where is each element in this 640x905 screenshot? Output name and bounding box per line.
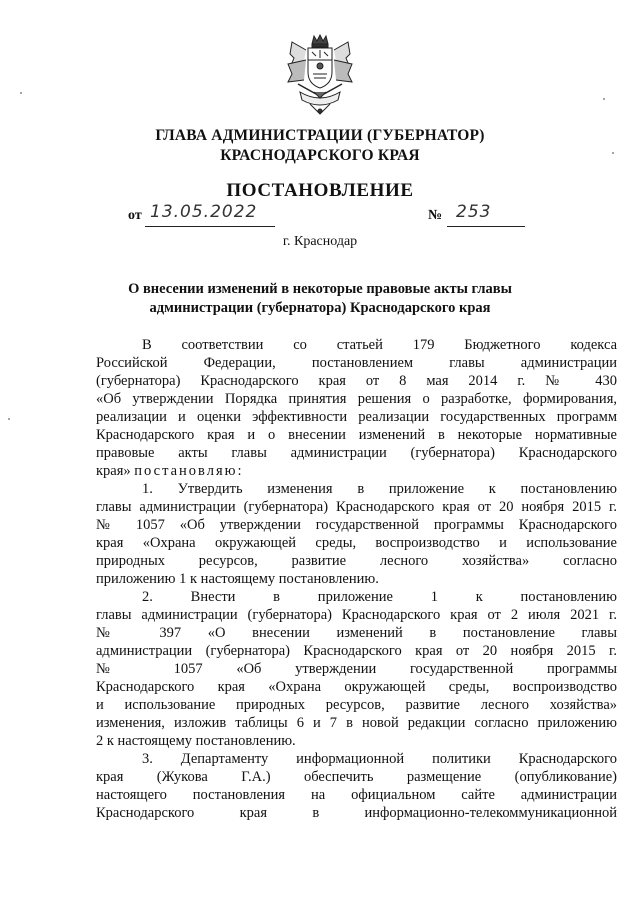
body-line: природных ресурсов, развитие лесного хозяйства» согласно — [96, 553, 617, 569]
body-line: реализации и оценки эффективности реализации государственных программ — [96, 409, 617, 425]
body-line: края «Охрана окружающей среды, воспроизводство и использование — [96, 535, 617, 551]
subject-line1: О внесении изменений в некоторые правовые акты главы — [128, 281, 512, 297]
coat-of-arms-emblem — [286, 34, 354, 116]
body-line: (губернатора) Краснодарского края от 8 мая 2014 г. № 430 — [96, 373, 617, 389]
scan-speck — [8, 418, 10, 420]
number-prefix: № — [428, 208, 443, 223]
document-type: ПОСТАНОВЛЕНИЕ — [226, 180, 414, 201]
body-line: 3. Департаменту информационной политики Краснодарского — [142, 751, 617, 767]
city-line: г. Краснодар — [282, 234, 358, 249]
body-line: 2. Внести в приложение 1 к постановлению — [142, 589, 617, 605]
body-line: Краснодарского края «Охрана окружающей среды, воспроизводство — [96, 679, 617, 695]
scan-speck — [603, 98, 605, 100]
body-line: главы администрации (губернатора) Краснодарского края от 2 июля 2021 г. — [96, 607, 617, 623]
body-line: № 1057 «Об утверждении государственной программы — [96, 661, 617, 677]
body-line: края (Жукова Г.А.) обеспечить размещение (опубликование) — [96, 769, 617, 785]
body-line: В соответствии со статьей 179 Бюджетного кодекса — [142, 337, 617, 353]
handwritten-number: 253 — [456, 202, 492, 222]
issuer-title-line2: КРАСНОДАРСКОГО КРАЯ — [220, 147, 420, 164]
body-line: 2 к настоящему постановлению. — [96, 733, 296, 749]
body-line: № 1057 «Об утверждении государственной программы Краснодарского — [96, 517, 617, 533]
body-line: 1. Утвердить изменения в приложение к постановлению — [142, 481, 617, 497]
body-line: Краснодарского края и о внесении изменений в некоторые нормативные — [96, 427, 617, 443]
body-line: и использование природных ресурсов, развитие лесного хозяйства» — [96, 697, 617, 713]
body-line: главы администрации (губернатора) Краснодарского края от 20 ноября 2015 г. — [96, 499, 617, 515]
body-line: Российской Федерации, постановлением главы администрации — [96, 355, 617, 371]
body-line: края» постановляю: — [96, 463, 244, 479]
subject-line2: администрации (губернатора) Краснодарского края — [149, 300, 491, 316]
body-line: изменения, изложив таблицы 6 и 7 в новой редакции согласно приложению — [96, 715, 617, 731]
body-line: правовые акты главы администрации (губернатора) Краснодарского — [96, 445, 617, 461]
date-underline — [145, 226, 275, 227]
body-line: № 397 «О внесении изменений в постановление главы — [96, 625, 617, 641]
body-line: «Об утверждении Порядка принятия решения о разработке, формирования, — [96, 391, 617, 407]
spaced-word: постановляю: — [134, 463, 244, 479]
date-prefix: от — [128, 208, 142, 223]
issuer-title-line1: ГЛАВА АДМИНИСТРАЦИИ (ГУБЕРНАТОР) — [155, 127, 485, 144]
body-line: настоящего постановления на официальном сайте администрации — [96, 787, 617, 803]
scan-speck — [20, 92, 22, 94]
scan-speck — [612, 152, 614, 154]
body-line: приложению 1 к настоящему постановлению. — [96, 571, 379, 587]
number-underline — [447, 226, 525, 227]
body-line: Краснодарского края в информационно-телекоммуникационной — [96, 805, 617, 821]
handwritten-date: 13.05.2022 — [150, 202, 258, 222]
body-line: администрации (губернатора) Краснодарского края от 20 ноября 2015 г. — [96, 643, 617, 659]
